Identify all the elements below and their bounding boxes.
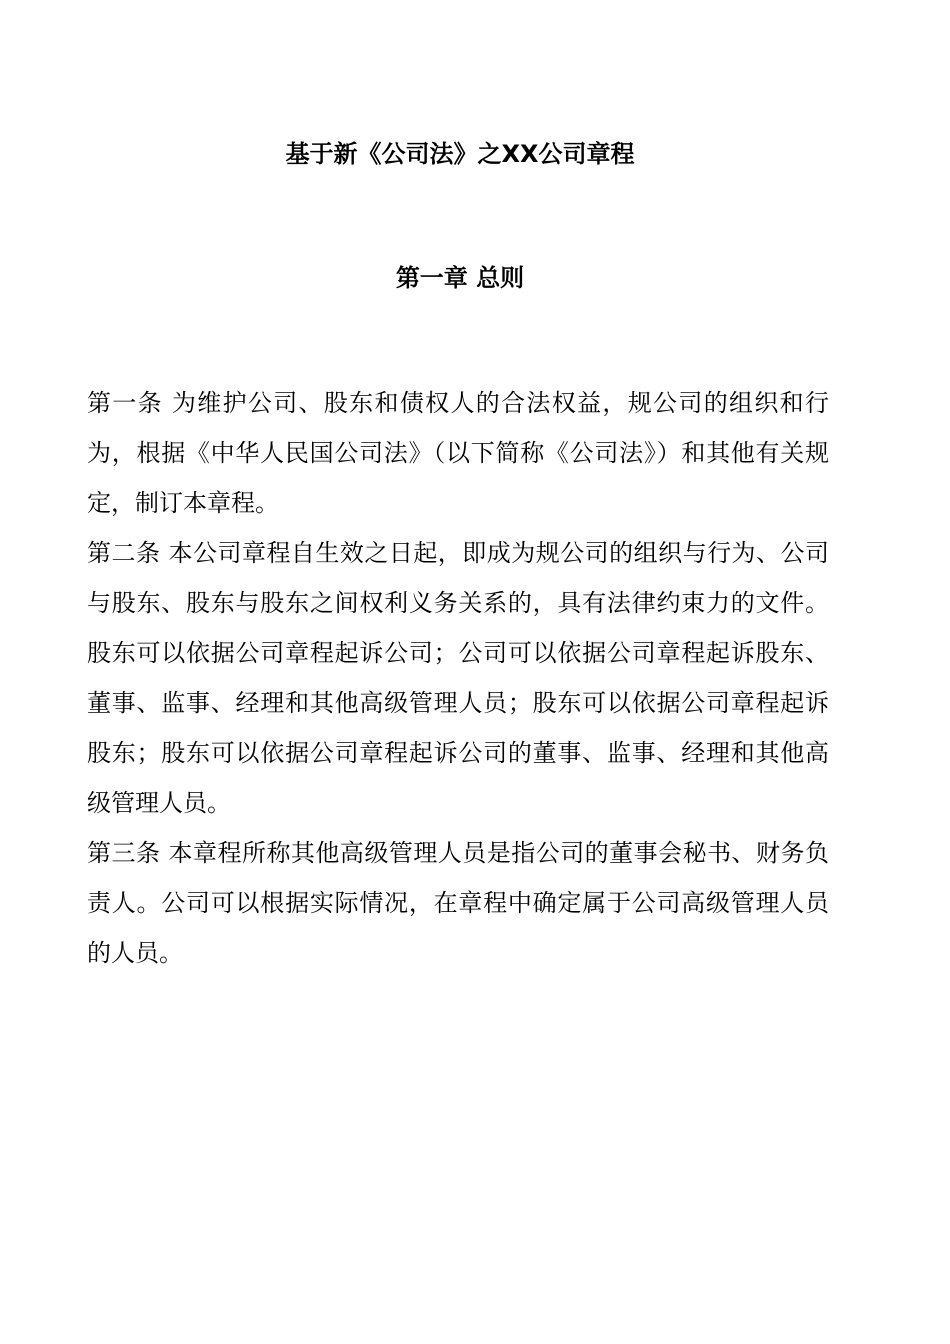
article-1: 第一条 为维护公司、股东和债权人的合法权益，规公司的组织和行为，根据《中华人民国公司法》（以下简称《公司法》）和其他有关规定，制订本章程。 — [87, 389, 829, 517]
article-2: 第二条 本公司章程自生效之日起，即成为规公司的组织与行为、公司与股东、股东与股东之间权利义务关系的，具有法律约束力的文件。股东可以依据公司章程起诉公司；公司可以依据公司章程起诉股东、董事、监事、经理和其他高级管理人员；股东可以依据公司章程起诉股东；股东可以依据公司章程起诉公司的董事、监事、经理和其他高级管理人员。 — [87, 539, 829, 817]
document-body — [87, 378, 829, 978]
document-title: 基于新《公司法》之XX公司章程 — [285, 140, 635, 168]
article-3: 第三条 本章程所称其他高级管理人员是指公司的董事会秘书、财务负责人。公司可以根据实际情况，在章程中确定属于公司高级管理人员的人员。 — [87, 839, 829, 967]
chapter-title: 第一章 总则 — [395, 264, 525, 292]
